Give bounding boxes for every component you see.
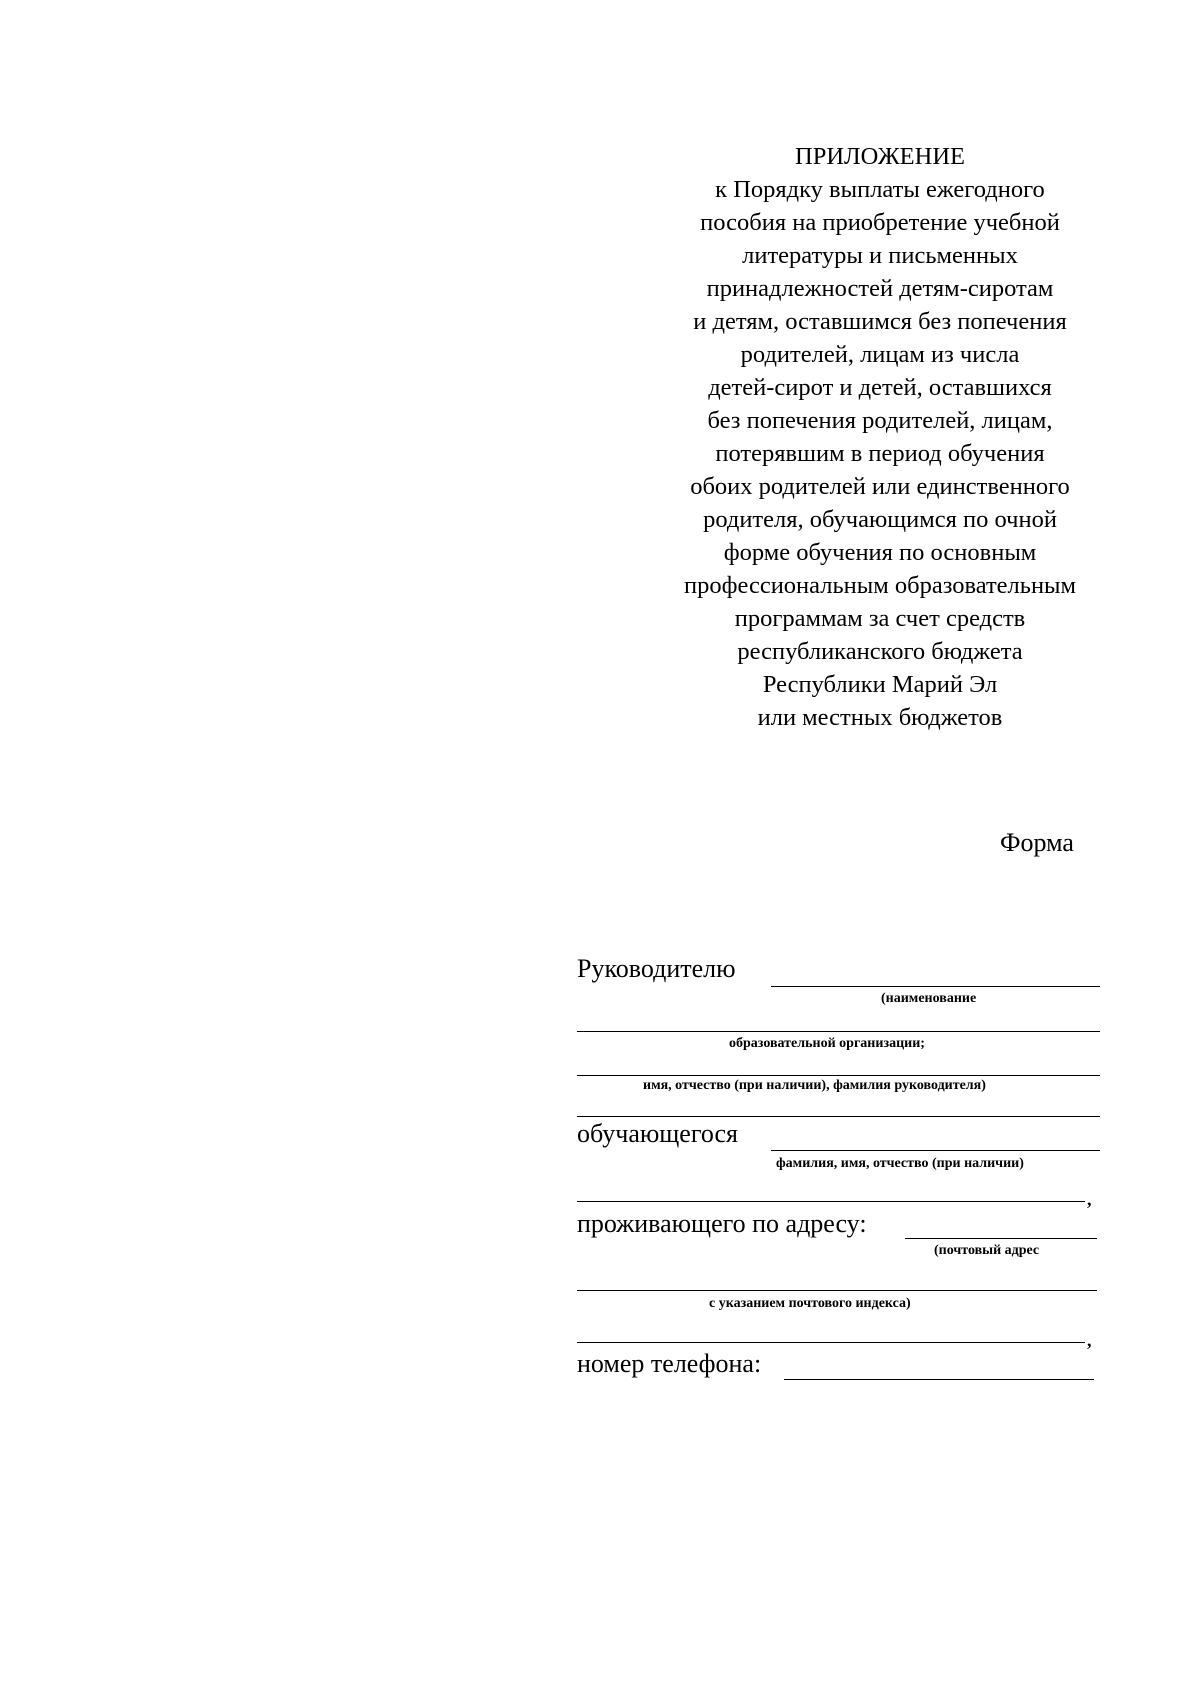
head-caption-fullname: имя, отчество (при наличии), фамилия руководителя): [643, 1078, 986, 1093]
org-name-field[interactable]: [577, 1031, 1100, 1032]
head-extra-field[interactable]: [577, 1116, 1100, 1117]
appendix-line: профессиональным образовательным: [683, 572, 1077, 599]
appendix-line: литературы и письменных: [742, 242, 1018, 269]
head-caption-org-name: (наименование: [881, 991, 977, 1006]
appendix-line: к Порядку выплаты ежегодного: [715, 176, 1045, 203]
appendix-line: обоих родителей или единственного: [690, 473, 1070, 500]
appendix-line: родителя, обучающимся по очной: [703, 506, 1057, 533]
student-caption: фамилия, имя, отчество (при наличии): [776, 1156, 1024, 1171]
appendix-line: Республики Марий Эл: [762, 671, 998, 698]
appendix-line: республиканского бюджета: [737, 638, 1023, 665]
appendix-line: принадлежностей детям-сиротам: [706, 275, 1054, 302]
address-label: проживающего по адресу:: [577, 1209, 867, 1238]
student-name-field[interactable]: [771, 1150, 1100, 1151]
head-name-field[interactable]: [771, 986, 1100, 987]
address-field-2[interactable]: [577, 1290, 1097, 1291]
address-caption-postal: (почтовый адрес: [934, 1243, 1040, 1258]
appendix-line: программам за счет средств: [734, 605, 1026, 632]
appendix-line: или местных бюджетов: [757, 704, 1003, 731]
head-caption-org: образовательной организации;: [729, 1036, 925, 1051]
appendix-line: форме обучения по основным: [723, 539, 1037, 566]
form-label: Форма: [1000, 828, 1074, 857]
head-fullname-field[interactable]: [577, 1075, 1100, 1076]
comma: ,: [1087, 1330, 1092, 1350]
address-field[interactable]: [905, 1238, 1097, 1239]
appendix-line: и детям, оставшимся без попечения: [693, 308, 1067, 335]
appendix-line: без попечения родителей, лицам,: [707, 407, 1053, 434]
appendix-line: пособия на приобретение учебной: [700, 209, 1060, 236]
addressee-block: [577, 0, 1102, 1694]
phone-field[interactable]: [784, 1379, 1094, 1380]
address-field-3[interactable]: [577, 1342, 1085, 1343]
appendix-line: родителей, лицам из числа: [740, 341, 1020, 368]
appendix-line: детей-сирот и детей, оставшихся: [708, 374, 1052, 401]
phone-label: номер телефона:: [577, 1349, 762, 1378]
appendix-title: ПРИЛОЖЕНИЕ: [795, 143, 965, 170]
student-name-field-2[interactable]: [577, 1201, 1085, 1202]
head-label: Руководителю: [577, 954, 736, 983]
comma: ,: [1087, 1189, 1092, 1209]
student-label: обучающегося: [577, 1119, 739, 1148]
appendix-line: потерявшим в период обучения: [715, 440, 1045, 467]
address-caption-index: с указанием почтового индекса): [709, 1296, 911, 1311]
